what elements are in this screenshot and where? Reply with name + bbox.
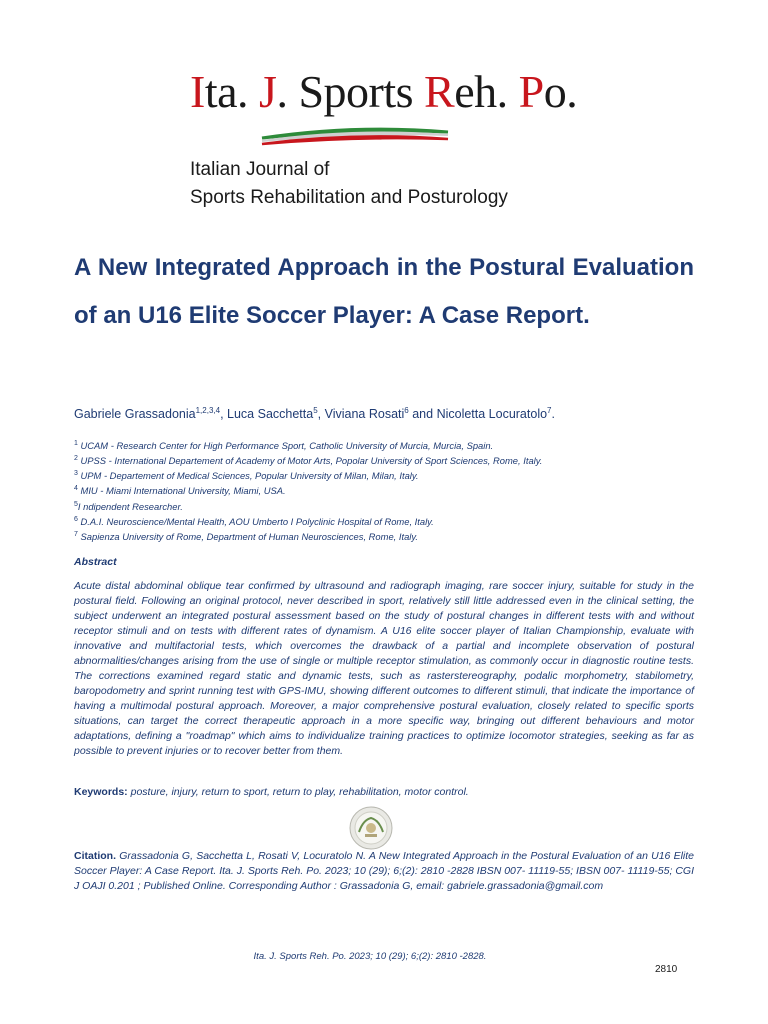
journal-seal-icon	[349, 806, 393, 850]
keywords-label: Keywords:	[74, 786, 128, 798]
affiliation-text: I ndipendent Researcher.	[77, 500, 183, 512]
author-name: Viviana Rosati	[324, 407, 405, 422]
affiliation-text: UCAM - Research Center for High Performance Sport, Catholic University of Murcia, Murcia, Spain.	[77, 440, 494, 452]
affiliation-list	[74, 437, 694, 543]
logo-text: o.	[543, 66, 578, 117]
page-number: 2810	[655, 964, 678, 975]
author-name: Luca Sacchetta	[227, 407, 314, 422]
affiliation-item	[74, 482, 694, 497]
flag-swoosh-icon	[260, 122, 450, 148]
affiliation-sup: 2	[74, 455, 78, 463]
affiliation-item	[74, 498, 694, 513]
affiliation-text: MIU - Miami International University, Miami, USA.	[77, 485, 286, 497]
citation	[74, 849, 694, 894]
abstract-text: Acute distal abdominal oblique tear confirmed by ultrasound and radiograph imaging, rare soccer injury, suitable for study in the postural field. Following an original protocol, never described in sport, relatively still little addressed even in the clinical setting, the subject underwent an integrated postural assessment based on the study of postural changes in different tests with and without receptor stimuli and on tests with different rates of dynamism. A U16 elite soccer player of Italian Championship, evaluate with innovative and multifactorial tests, which overcomes the drawback of a partial and incomplete observation of postural abnormalities/changes arising from the use of single or multiple receptor stimulation, as commonly occur in diagnostic routine tests. The corrections examined regard static and dynamic tests, such as rasterstereography, podalic morphometry, stabilometry, baropodometry and sprint running test with GPS-IMU, showing different outcomes to different stimuli, that indicate the importance of having a multimodal postural approach. Moreover, a major comprehensive postural evaluation, closely related to specific sports situations, can target the correct therapeutic approach in a more specific way, bringing out different behaviours and motor adaptations, defining a "roadmap" which aims to individualize training practices to optimize locomotor strategies, seeking as far as possible to prevent injuries or to recover better from them.	[74, 580, 694, 757]
journal-logo	[190, 66, 600, 118]
affiliation-sup: 5	[74, 500, 78, 508]
affiliation-sup: 7	[74, 530, 78, 538]
journal-masthead	[190, 66, 600, 208]
affiliation-sup: 3	[74, 470, 78, 478]
affiliation-text: D.A.I. Neuroscience/Mental Health, AOU Umberto I Polyclinic Hospital of Rome, Italy.	[77, 515, 434, 527]
affiliation-sup: 1	[74, 440, 78, 447]
logo-text: eh.	[454, 66, 519, 117]
author-affiliation-sup: 5	[313, 406, 318, 415]
subtitle-line: Sports Rehabilitation and Posturology	[190, 187, 508, 208]
affiliation-sup: 4	[74, 485, 78, 493]
affiliation-item	[74, 513, 694, 528]
affiliation-text: UPM - Departement of Medical Sciences, Popular University of Milan, Milan, Italy.	[77, 470, 419, 482]
author-affiliation-sup: 1,2,3,4	[195, 406, 221, 415]
citation-label: Citation.	[74, 850, 116, 862]
author-list	[74, 402, 694, 423]
affiliation-item	[74, 528, 694, 543]
affiliation-item	[74, 437, 694, 452]
affiliation-text: Sapienza University of Rome, Department of Human Neurosciences, Rome, Italy.	[77, 530, 418, 542]
logo-text: ta.	[204, 66, 260, 117]
author	[437, 407, 555, 421]
abstract-heading: Abstract	[74, 556, 117, 568]
keywords-text: posture, injury, return to sport, return to play, rehabilitation, motor control.	[127, 786, 469, 798]
subtitle-line: Italian Journal of	[190, 159, 330, 180]
affiliation-text: UPSS - International Departement of Academy of Motor Arts, Popolar University of Sport Sciences, Rome, Italy.	[77, 455, 543, 467]
citation-text: Grassadonia G, Sacchetta L, Rosati V, Locuratolo N. A New Integrated Approach in the Postural Evaluation of an U16 Elite Soccer Player: A Case Report. Ita. J. Sports Reh. Po. 2023; 10 (29); 6;(2): 2810 -2828 IBSN 007- 11119-55; IBSN 007- 11119-55; CGI J OAJI 0.201 ; Published Online. Corresponding Author : Grassadonia G, email: gabriele.grassadonia@gmail.com	[74, 850, 694, 892]
author-separator: ,	[220, 407, 228, 422]
logo-letter: P	[518, 66, 544, 117]
author-name: Gabriele Grassadonia	[74, 407, 196, 422]
logo-text: . Sports	[276, 66, 425, 117]
keywords	[74, 785, 694, 800]
article-title: A New Integrated Approach in the Postural Evaluation of an U16 Elite Soccer Player: A Case Report.	[74, 254, 694, 329]
author-separator: ,	[317, 407, 325, 422]
author-affiliation-sup: 6	[404, 406, 409, 415]
author	[227, 407, 325, 421]
journal-subtitle	[190, 156, 550, 212]
logo-letter: I	[190, 66, 205, 117]
logo-letter: J	[259, 66, 277, 117]
author	[325, 407, 437, 421]
affiliation-item	[74, 452, 694, 467]
author	[74, 407, 227, 421]
author-affiliation-sup: 7	[547, 406, 552, 415]
logo-letter: R	[424, 66, 455, 117]
affiliation-item	[74, 467, 694, 482]
affiliation-sup: 6	[74, 515, 78, 523]
author-name: Nicoletta Locuratolo	[436, 407, 548, 422]
author-separator: .	[551, 407, 555, 422]
footer-journal-ref: Ita. J. Sports Reh. Po. 2023; 10 (29); 6;(2): 2810 -2828.	[253, 951, 487, 962]
author-separator: and	[408, 407, 437, 422]
